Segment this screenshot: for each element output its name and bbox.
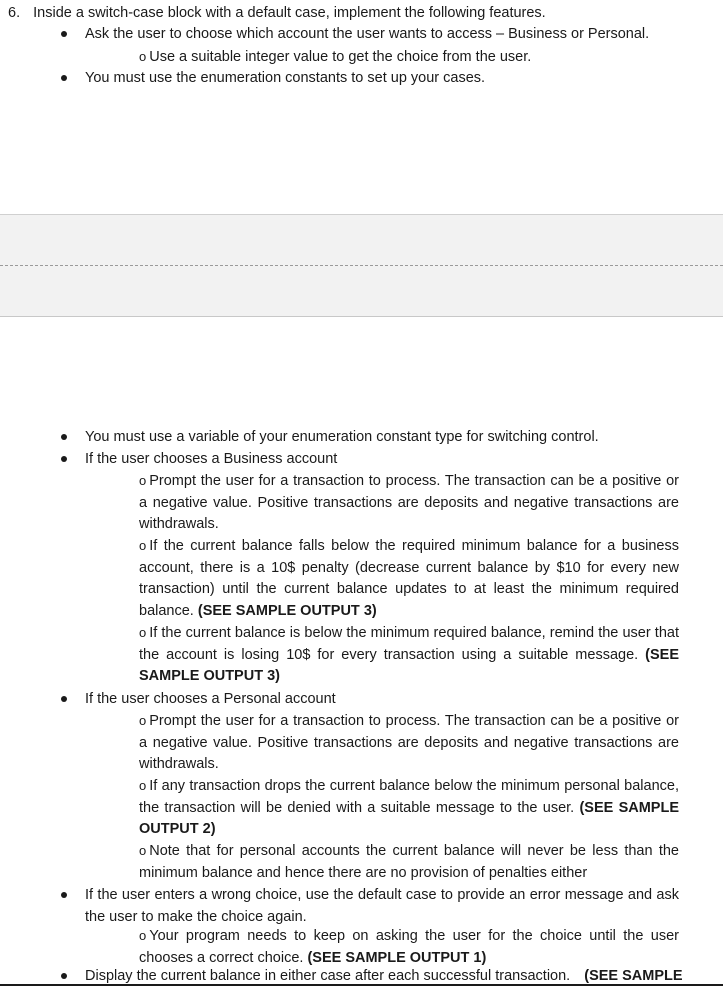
sub-bullet-icon: o	[139, 778, 147, 793]
sample-output-ref: (SEE SAMPLE	[584, 968, 683, 984]
sub-bullet-icon: o	[139, 713, 147, 728]
section-heading-text: Inside a switch-case block with a default case, implement the following features.	[33, 5, 546, 21]
sub-bullet-icon: o	[139, 843, 147, 858]
bottom-border	[0, 984, 723, 986]
bullet-personal-account: If the user chooses a Personal account	[85, 691, 336, 707]
sub-bullet-business-reminder: o If the current balance is below the minimum required balance, remind the user that the account is losing 10$ for every transaction using a suitable message. (SEE SAMPLE OUTPUT 3)	[139, 625, 679, 684]
bullet-enum-variable: You must use a variable of your enumeration constant type for switching control.	[85, 429, 599, 445]
sub-bullet-icon: o	[139, 49, 147, 64]
sub-bullet-icon: o	[139, 625, 147, 640]
sub-bullet-icon: o	[139, 473, 147, 488]
sub-bullet-personal-denied: o If any transaction drops the current balance below the minimum personal balance, the transaction will be denied with a suitable message to the user. (SEE SAMPLE OUTPUT 2)	[139, 778, 680, 837]
sub-bullet-icon: o	[139, 928, 147, 943]
sub-bullet-business-prompt: o Prompt the user for a transaction to process. The transaction can be a positive or a negative value. Positive transactions are deposits and negative transactions are withdrawals.	[139, 473, 679, 532]
bullet-dot-icon	[61, 456, 67, 462]
bullet-dot-icon	[61, 434, 67, 440]
sample-output-ref: (SEE SAMPLE OUTPUT 1)	[307, 949, 487, 966]
bullet-dot-icon	[61, 696, 67, 702]
sample-output-ref: (SEE SAMPLE OUTPUT 3)	[139, 646, 679, 684]
bullet-dot-icon	[61, 75, 67, 81]
bullet-business-account: If the user chooses a Business account	[85, 451, 338, 467]
section-number: 6.	[8, 5, 21, 21]
sub-bullet-icon: o	[139, 538, 147, 553]
sub-bullet-personal-prompt: o Prompt the user for a transaction to process. The transaction can be a positive or a negative value. Positive transactions are deposits and negative transactions are withdrawals.	[139, 713, 679, 772]
sample-output-ref: (SEE SAMPLE OUTPUT 2)	[139, 799, 680, 837]
section-heading	[8, 3, 546, 24]
sub-bullet-personal-note: o Note that for personal accounts the current balance will never be less than the minimum balance and hence there are no provision of penalties either	[139, 843, 679, 881]
bullet-enum-constants: You must use the enumeration constants to set up your cases.	[85, 70, 486, 86]
bullet-dot-icon	[61, 31, 67, 37]
bullet-display-balance: Display the current balance in either case after each successful transaction. (SEE SAMPLE	[85, 968, 683, 984]
sub-bullet-business-penalty: o If the current balance falls below the required minimum balance for a business account, there is a 10$ penalty (decrease current balance by $10 for every new transaction) until the current balance updates to at least the minimum required balance. (SEE SAMPLE OUTPUT 3)	[139, 538, 679, 619]
bullet-wrong-choice: If the user enters a wrong choice, use the default case to provide an error message and ask the user to make the choice again.	[85, 887, 679, 925]
bullet-dot-icon	[61, 973, 67, 979]
bullet-dot-icon	[61, 892, 67, 898]
sample-output-ref: (SEE SAMPLE OUTPUT 3)	[197, 602, 377, 619]
page-break-band-top	[0, 214, 723, 266]
page-break-band-bottom	[0, 266, 723, 317]
sub-bullet-integer-choice: o Use a suitable integer value to get the choice from the user.	[139, 49, 532, 65]
bullet-choose-account: Ask the user to choose which account the user wants to access – Business or Personal.	[85, 26, 650, 42]
sub-bullet-keep-asking: o Your program needs to keep on asking the user for the choice until the user chooses a correct choice. (SEE SAMPLE OUTPUT 1)	[139, 928, 679, 966]
